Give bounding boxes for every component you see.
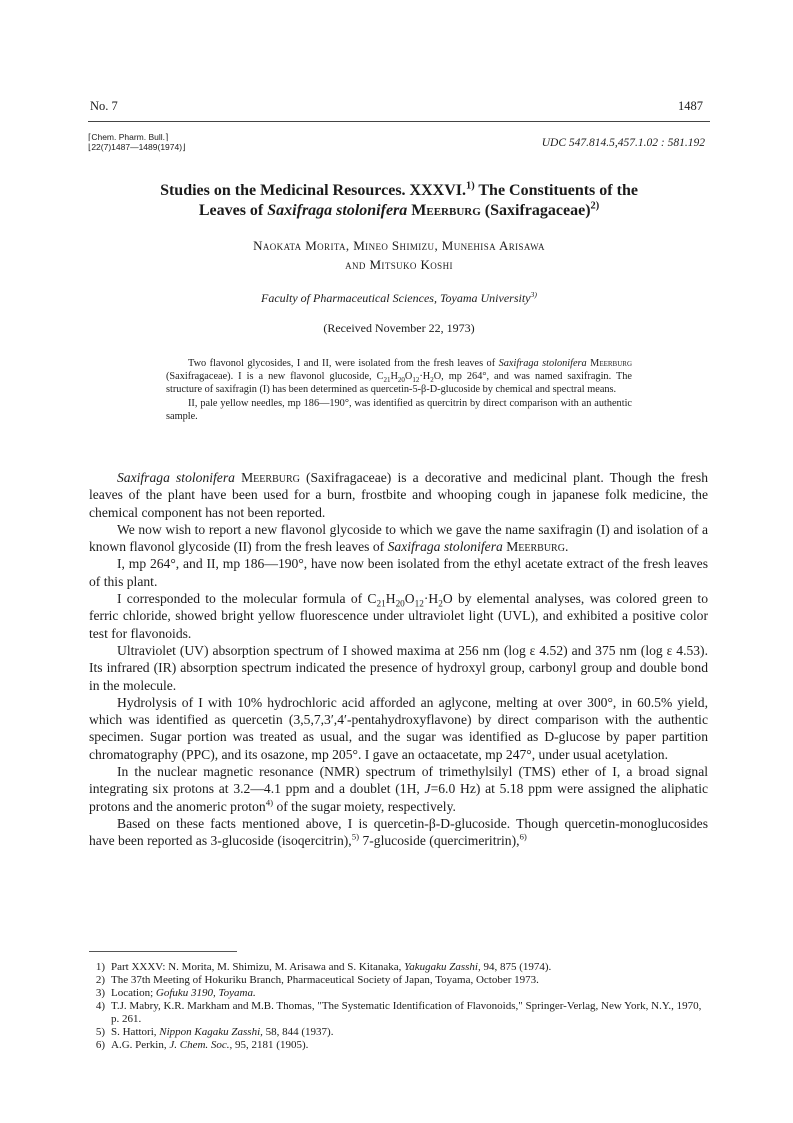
- body-paragraph-5: Ultraviolet (UV) absorption spectrum of I showed maxima at 256 nm (log ε 4.52) and 375 nm (log ε 4.53). Its infrared (IR) absorption spectrum indicated the presence of hydroxyl group, carbonyl group and double bond in the molecule.: [89, 642, 708, 693]
- affiliation: Faculty of Pharmaceutical Sciences, Toyama University$^{3)}$: [261, 290, 537, 305]
- footnotes: [89, 961, 711, 1052]
- header-rule: [88, 121, 710, 122]
- authors-line-2: and Mitsuko Koshi: [345, 257, 453, 272]
- journal-citation: [88, 133, 185, 152]
- body-paragraph-2: We now wish to report a new flavonol glycoside to which we gave the name saxifragin (I) and isolation of a known flavonol glycoside (II) from the fresh leaves of Saxifraga stolonifera Meerburg.: [89, 521, 708, 555]
- journal-issue: No. 7: [90, 99, 118, 113]
- abstract-paragraph-2: II, pale yellow needles, mp 186—190°, was identified as quercitrin by direct comparison with an authentic sample.: [166, 397, 632, 422]
- abstract-paragraph-1: Two flavonol glycosides, I and II, were isolated from the fresh leaves of Saxifraga stolonifera Meerburg (Saxifragaceae). I is a new flavonol glucoside, $C_{21}H_{20}O_{12}\cdot H_2O$, mp 264°, and was named saxifragin. The structure of saxifragin (I) has been determined as quercetin-5-β-D-glucoside by chemical and spectral means.: [166, 358, 632, 396]
- page-number: 1487: [678, 99, 703, 113]
- body-paragraph-3: I, mp 264°, and II, mp 186—190°, have now been isolated from the ethyl acetate extract of the fresh leaves of this plant.: [89, 556, 708, 589]
- footnote-4: 4) T.J. Mabry, K.R. Markham and M.B. Thomas, "The Systematic Identification of Flavonoids," Springer-Verlag, New York, N.Y., 1970, p. 261.: [95, 1000, 702, 1025]
- citation-journal: ⌈Chem. Pharm. Bull.⌉: [88, 132, 169, 142]
- body-paragraph-8: Based on these facts mentioned above, I is quercetin-β-D-glucoside. Though quercetin-monoglucosides have been reported as 3-glucoside (isoqercitrin),$^{5)}$ 7-glucoside (quercimeritrin),$^{6)}$: [89, 815, 708, 849]
- footnote-6: 6) A.G. Perkin, J. Chem. Soc., 95, 2181 (1905).: [95, 1039, 309, 1051]
- body-paragraph-7: In the nuclear magnetic resonance (NMR) spectrum of trimethylsilyl (TMS) ether of I, a broad signal integrating six protons at 3.2—4.1 ppm and a doublet (1H, J=6.0 Hz) at 5.18 ppm were assigned the aliphatic protons and the anomeric proton$^{4)}$ of the sugar moiety, respectively.: [89, 764, 709, 814]
- citation-volume: ⌊22(7)1487—1489(1974)⌋: [88, 141, 186, 152]
- received-date: (Received November 22, 1973): [323, 321, 475, 335]
- footnote-rule: [89, 951, 237, 952]
- footnote-5: 5) S. Hattori, Nippon Kagaku Zasshi, 58, 844 (1937).: [95, 1026, 334, 1038]
- main-text: [89, 469, 708, 850]
- abstract: [166, 357, 632, 423]
- authors-line-1: Naokata Morita, Mineo Shimizu, Munehisa Arisawa: [253, 238, 545, 253]
- title-footnote-ref-1: 1): [466, 180, 475, 192]
- body-paragraph-6: Hydrolysis of I with 10% hydrochloric acid afforded an aglycone, melting at over 300°, in 60.5% yield, which was identified as quercetin (3,5,7,3′,4′-pentahydroxyflavone) by direct comparison with the authentic specimen. Sugar portion was treated as usual, and the sugar was identified as D-glucose by paper partition chromatography (PPC), and its osazone, mp 205°. I gave an octaacetate, mp 247°, under usual acetylation.: [89, 694, 708, 762]
- footnote-2: 2) The 37th Meeting of Hokuriku Branch, Pharmaceutical Society of Japan, Toyama, October 1973.: [95, 974, 539, 986]
- paper-title-line-2: Leaves of Saxifraga stolonifera Meerburg (Saxifragaceae)$^{2)}$: [198, 200, 600, 219]
- footnote-3: 3) Location; Gofuku 3190, Toyama.: [95, 987, 256, 999]
- paper-title-line-1: Studies on the Medicinal Resources. XXXVI.$^{1)}$ The Constituents of the: [160, 180, 638, 199]
- footnote-1: 1) Part XXXV: N. Morita, M. Shimizu, M. Arisawa and S. Kitanaka, Yakugaku Zasshi, 94, 875 (1974).: [95, 961, 552, 973]
- body-paragraph-4: I corresponded to the molecular formula of $C_{21}H_{20}O_{12}\cdot H_2O$ by elemental analyses, was colored green to ferric chloride, showed bright yellow fluorescence under ultraviolet light (UVL), and exhibited a positive color test for flavonoids.: [89, 591, 709, 641]
- body-paragraph-1: Saxifraga stolonifera Meerburg (Saxifragaceae) is a decorative and medicinal plant. Though the fresh leaves of the plant have been used for a burn, frostbite and whooping cough in japanese folk medicine, the chemical component has not been reported.: [89, 470, 708, 520]
- title-species: Saxifraga stolonifera: [267, 202, 408, 219]
- udc-classification: UDC 547.814.5,457.1.02 : 581.192: [541, 137, 705, 149]
- title-footnote-ref-2: 2): [590, 200, 600, 212]
